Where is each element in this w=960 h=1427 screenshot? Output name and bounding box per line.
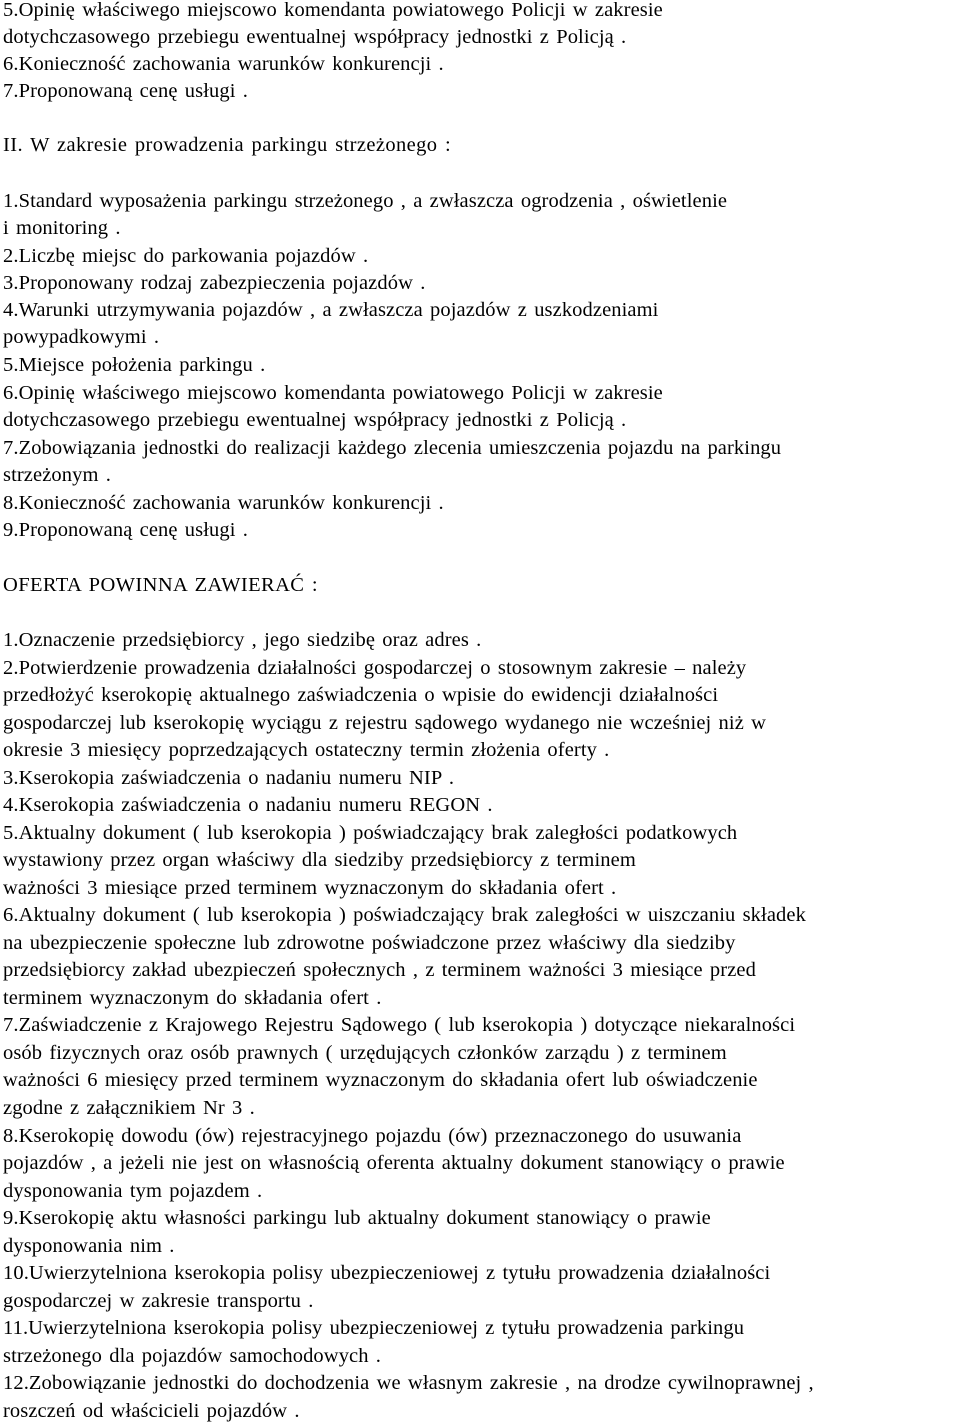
list-item-text: osób fizycznych oraz osób prawnych ( urzędujących członków zarządu ) z terminem xyxy=(3,1042,727,1064)
list-item-text: 6.Aktualny dokument ( lub kserokopia ) poświadczający brak zaległości w uiszczaniu składek xyxy=(3,904,806,926)
list-item-text: gospodarczej w zakresie transportu . xyxy=(3,1290,314,1312)
list-item-text: okresie 3 miesięcy poprzedzających ostateczny termin złożenia oferty . xyxy=(3,739,610,761)
section-heading: II. W zakresie prowadzenia parkingu strzeżonego : xyxy=(3,134,452,156)
list-item-text: 6.Opinię właściwego miejscowo komendanta powiatowego Policji w zakresie xyxy=(3,382,663,404)
offer-heading: OFERTA POWINNA ZAWIERAĆ : xyxy=(3,574,318,596)
list-item-text: 7.Zobowiązania jednostki do realizacji każdego zlecenia umieszczenia pojazdu na parkingu xyxy=(3,437,782,459)
list-item-text: ważności 3 miesiące przed terminem wyznaczonym do składania ofert . xyxy=(3,877,617,899)
list-item-text: 9.Kserokopię aktu własności parkingu lub aktualny dokument stanowiący o prawie xyxy=(3,1207,711,1229)
list-item-text: przedłożyć kserokopię aktualnego zaświadczenia o wpisie do ewidencji działalności xyxy=(3,684,719,706)
list-item-text: 9.Proponowaną cenę usługi . xyxy=(3,519,248,541)
list-item-text: 7.Proponowaną cenę usługi . xyxy=(3,80,248,102)
list-item-text: 3.Proponowany rodzaj zabezpieczenia pojazdów . xyxy=(3,272,426,294)
list-item-text: 5.Opinię właściwego miejscowo komendanta powiatowego Policji w zakresie xyxy=(3,0,663,21)
list-item-text: dotychczasowego przebiegu ewentualnej współpracy jednostki z Policją . xyxy=(3,26,627,48)
list-item-text: dysponowania nim . xyxy=(3,1235,175,1257)
list-item-text: wystawiony przez organ właściwy dla siedziby przedsiębiorcy z terminem xyxy=(3,849,636,871)
list-item-text: i monitoring . xyxy=(3,217,121,239)
list-item-text: 12.Zobowiązanie jednostki do dochodzenia we własnym zakresie , na drodze cywilnoprawnej , xyxy=(3,1372,814,1394)
list-item-text: dysponowania tym pojazdem . xyxy=(3,1180,263,1202)
list-item-text: przedsiębiorcy zakład ubezpieczeń społecznych , z terminem ważności 3 miesiące przed xyxy=(3,959,756,981)
list-item-text: 4.Warunki utrzymywania pojazdów , a zwłaszcza pojazdów z uszkodzeniami xyxy=(3,299,659,321)
list-item-text: 7.Zaświadczenie z Krajowego Rejestru Sądowego ( lub kserokopia ) dotyczące niekaralności xyxy=(3,1014,796,1036)
list-item-text: 3.Kserokopia zaświadczenia o nadaniu numeru NIP . xyxy=(3,767,455,789)
list-item-text: strzeżonym . xyxy=(3,464,111,486)
list-item-text: 5.Miejsce położenia parkingu . xyxy=(3,354,266,376)
list-item-text: 2.Liczbę miejsc do parkowania pojazdów . xyxy=(3,245,369,267)
list-item-text: na ubezpieczenie społeczne lub zdrowotne poświadczone przez właściwy dla siedziby xyxy=(3,932,736,954)
list-item-text: pojazdów , a jeżeli nie jest on własnością oferenta aktualny dokument stanowiący o prawie xyxy=(3,1152,785,1174)
list-item-text: strzeżonego dla pojazdów samochodowych . xyxy=(3,1345,382,1367)
list-item-text: 2.Potwierdzenie prowadzenia działalności gospodarczej o stosownym zakresie – należy xyxy=(3,657,747,679)
list-item-text: 1.Standard wyposażenia parkingu strzeżonego , a zwłaszcza ogrodzenia , oświetlenie xyxy=(3,190,728,212)
list-item-text: zgodne z załącznikiem Nr 3 . xyxy=(3,1097,255,1119)
list-item-text: roszczeń od właścicieli pojazdów . xyxy=(3,1400,300,1422)
list-item-text: dotychczasowego przebiegu ewentualnej współpracy jednostki z Policją . xyxy=(3,409,627,431)
list-item-text: gospodarczej lub kserokopię wyciągu z rejestru sądowego wydanego nie wcześniej niż w xyxy=(3,712,767,734)
list-item-text: powypadkowymi . xyxy=(3,326,160,348)
list-item-text: 8.Konieczność zachowania warunków konkurencji . xyxy=(3,492,444,514)
list-item-text: 11.Uwierzytelniona kserokopia polisy ubezpieczeniowej z tytułu prowadzenia parkingu xyxy=(3,1317,745,1339)
list-item-text: 10.Uwierzytelniona kserokopia polisy ubezpieczeniowej z tytułu prowadzenia działalności xyxy=(3,1262,771,1284)
list-item-text: 4.Kserokopia zaświadczenia o nadaniu numeru REGON . xyxy=(3,794,493,816)
list-item-text: terminem wyznaczonym do składania ofert . xyxy=(3,987,382,1009)
list-item-text: 1.Oznaczenie przedsiębiorcy , jego siedzibę oraz adres . xyxy=(3,629,482,651)
list-item-text: ważności 6 miesięcy przed terminem wyznaczonym do składania ofert lub oświadczenie xyxy=(3,1069,758,1091)
list-item-text: 6.Konieczność zachowania warunków konkurencji . xyxy=(3,53,444,75)
list-item-text: 5.Aktualny dokument ( lub kserokopia ) poświadczający brak zaległości podatkowych xyxy=(3,822,738,844)
list-item-text: 8.Kserokopię dowodu (ów) rejestracyjnego pojazdu (ów) przeznaczonego do usuwania xyxy=(3,1125,742,1147)
